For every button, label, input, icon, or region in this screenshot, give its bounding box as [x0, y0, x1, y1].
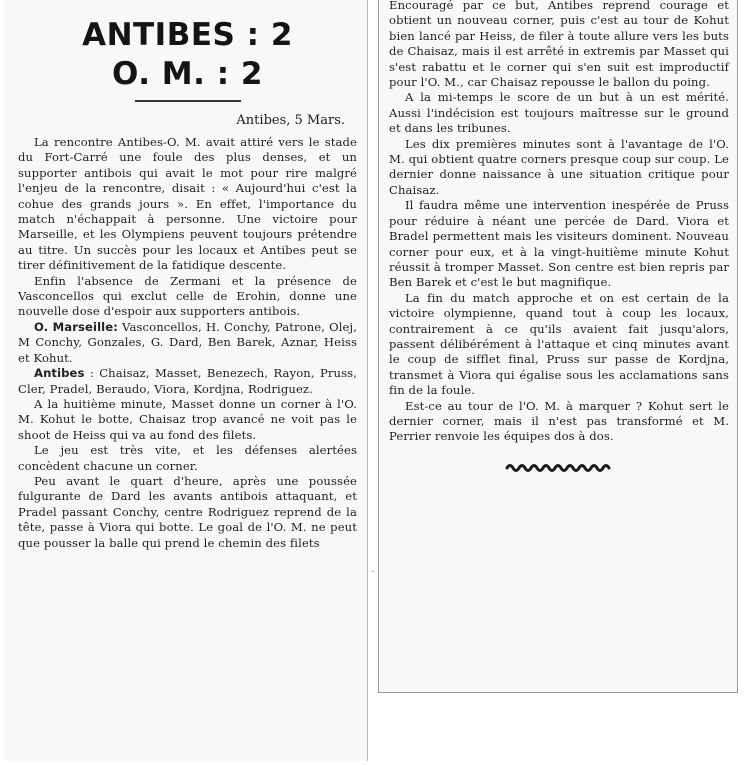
paragraph: A la huitième minute, Masset donne un corner à l'O. M. Kohut le botte, Chaisaz trop avancé ne voit pas le shoot de Heiss qui va au fond des filets. — [18, 396, 357, 442]
end-ornament-wave — [505, 463, 613, 473]
paragraph: Le jeu est très vite, et les défenses alertées concèdent chacune un corner. — [18, 443, 357, 473]
paragraph: Il faudra même une intervention inespérée de Pruss pour réduire à néant une percée de Dard. Viora et Bradel permettent mais les visiteurs dominent. Nouveau corner pour eux, et à la vingt-huitième minute Kohut réussit à tromper Masset. Son centre est bien repris par Ben Barek et c'est le but magnifique. — [389, 198, 729, 290]
lineup-text: Vasconcellos, H. Conchy, Patrone, Olej, M Conchy, Gonzales, G. Dard, Ben Barek, Aznar, Heiss et Kohut. — [18, 319, 357, 365]
paragraph: Peu avant le quart d'heure, après une poussée fulgurante de Dard les avants antibois attaquant, et Pradel passant Conchy, centre Rodriguez reprend de la tête, passe à Viora qui botte. Le goal de l'O. M. ne peut que pousser la balle qui prend le chemin des filets — [18, 473, 357, 550]
article-column-left — [4, 0, 368, 761]
article-column-right — [378, 0, 738, 693]
dateline: Antibes, 5 Mars. — [236, 113, 345, 128]
paragraph: Les dix premières minutes sont à l'avantage de l'O. M. qui obtient quatre corners presque coup sur coup. Le dernier donne naissance à une situation critique pour Chaisaz. — [389, 136, 729, 197]
paragraph: La fin du match approche et on est certain de la victoire olympienne, quand tout à coup les locaux, contrairement à ce qu'ils avaient fait jusqu'alors, passent délibérément à l'attaque et cinq minutes avant le coup de sifflet final, Pruss sur passe de Kordjna, transmet à Viora qui égalise sous les acclamations sans fin de la foule. — [389, 290, 729, 398]
headline-line-1: ANTIBES : 2 — [82, 17, 293, 53]
paragraph: La rencontre Antibes-O. M. avait attiré vers le stade du Fort-Carré une foule des plus denses, et un supporter antibois qui avait le mot pour rire malgré l'enjeu de la rencontre, disait : « Aujourd'hui c'est la cohue des grands jours ». En effet, l'importance du match n'échappait à personne. Une victoire pour Marseille, et les Olympiens peuvent toujours prétendre au titre. Un succès pour les locaux et Antibes peut se tirer définitivement de la fatidique descente. — [18, 135, 357, 273]
paragraph: A la mi-temps le score de un but à un est mérité. Aussi l'indécision est toujours maîtresse sur le ground et dans les tribunes. — [389, 90, 729, 136]
team-name-marseille: O. Marseille: — [34, 319, 118, 334]
paragraph-text: courage et obtient un nouveau corner, puis c'est au tour de Kohut bien lancé par Heiss, de filer à toute allure vers les buts de Chaisaz, mais il est arrêté in extremis par Masset qui s'est rabattu et le corner qui s'en suit est improductif pour l'O. M., car Chaisaz repousse le ballon du poing. — [389, 0, 729, 90]
column-gutter-mark: · — [371, 565, 375, 578]
team-name-antibes: Antibes — [34, 366, 85, 381]
lineup-marseille — [18, 320, 357, 366]
paragraph-continued — [389, 0, 729, 90]
paragraph: Est-ce au tour de l'O. M. à marquer ? Kohut sert le dernier corner, mais il n'est pas transformé et M. Perrier renvoie les équipes dos à dos. — [389, 398, 729, 444]
paragraph: Enfin l'absence de Zermani et la présence de Vasconcellos qui exclut celle de Erohin, donne une nouvelle dose d'espoir aux supporters antibois. — [18, 273, 357, 319]
wave-ornament-icon — [505, 463, 613, 473]
headline-line-2: O. M. : 2 — [112, 56, 263, 92]
headline-rule — [135, 100, 241, 102]
cut-off-line: Encouragé par ce but, Antibes reprend — [389, 0, 651, 12]
headline — [18, 16, 357, 94]
lineup-text: : Chaisaz, Masset, Benezech, Rayon, Pruss, Cler, Pradel, Beraudo, Viora, Kordjna, Rodriguez. — [18, 366, 357, 396]
lineup-antibes — [18, 366, 357, 397]
